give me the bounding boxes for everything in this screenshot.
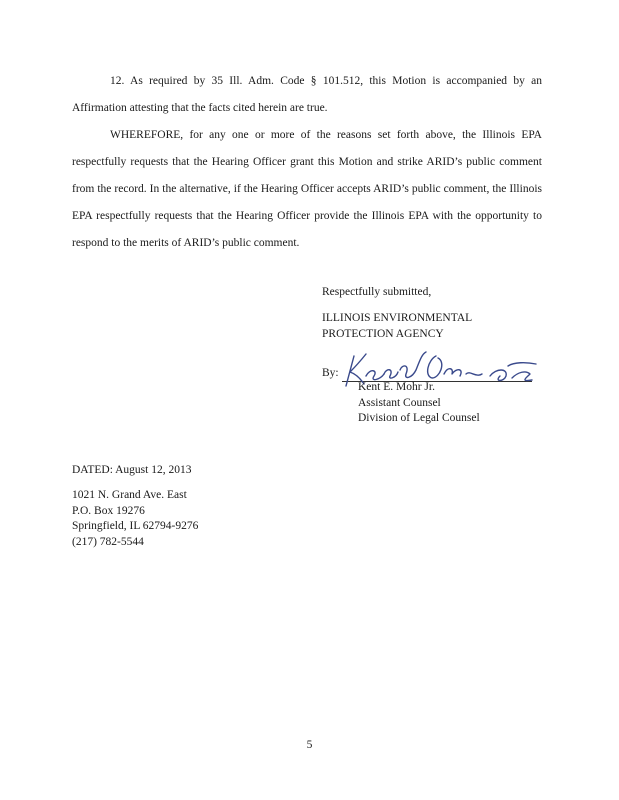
address-phone: (217) 782-5544 xyxy=(72,535,144,548)
closing-line: Respectfully submitted, xyxy=(322,286,432,298)
address-block xyxy=(72,488,198,550)
agency-block xyxy=(322,311,472,342)
signer-block xyxy=(358,380,480,427)
date-line: DATED: August 12, 2013 xyxy=(72,464,192,476)
address-street: 1021 N. Grand Ave. East xyxy=(72,489,187,501)
paragraph-12: 12. As required by 35 Ill. Adm. Code § 101.512, this Motion is accompanied by an Affirmation attesting that the facts cited herein are true. xyxy=(72,75,542,114)
page-number: 5 xyxy=(306,739,313,751)
agency-line-1: ILLINOIS ENVIRONMENTAL xyxy=(322,312,473,324)
address-po-box: P.O. Box 19276 xyxy=(72,504,145,517)
signer-name: Kent E. Mohr Jr. xyxy=(358,381,435,393)
wherefore-paragraph: WHEREFORE, for any one or more of the reasons set forth above, the Illinois EPA respectfully requests that the Hearing Officer grant this Motion and strike ARID’s public comment from the record. In the alternative, if the Hearing Officer accepts ARID’s public comment, the Illinois EPA respectfully requests that the Hearing Officer provide the Illinois EPA with the opportunity to respond to the merits of ARID’s public comment. xyxy=(72,129,542,249)
signer-division: Division of Legal Counsel xyxy=(358,412,480,424)
agency-line-2: PROTECTION AGENCY xyxy=(322,327,444,340)
signer-title: Assistant Counsel xyxy=(358,396,441,409)
by-label: By: xyxy=(322,367,339,379)
address-city: Springfield, IL 62794-9276 xyxy=(72,520,199,532)
